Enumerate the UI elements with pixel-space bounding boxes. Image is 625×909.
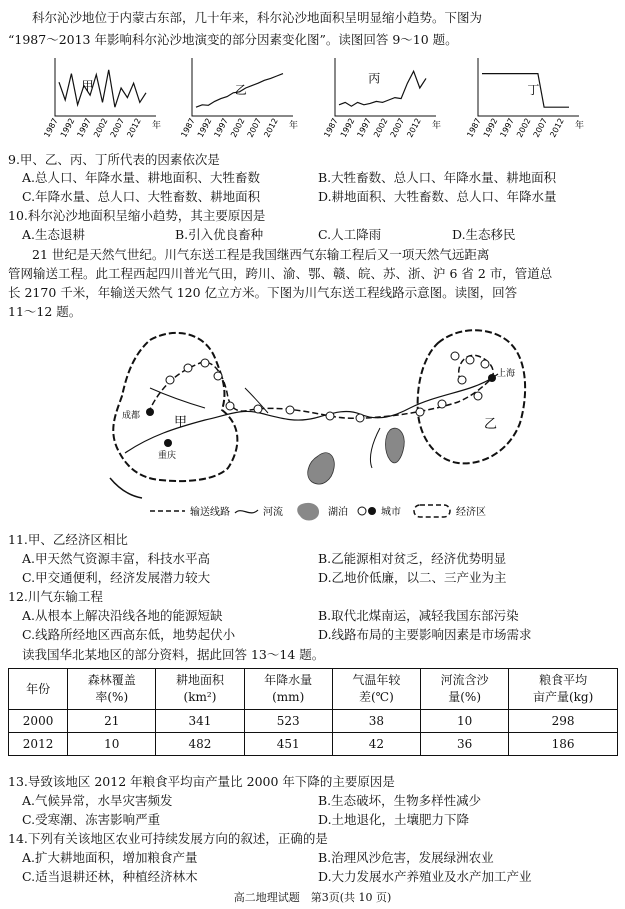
q14-option-d[interactable]: D.大力发展水产养殖业及水产加工产业 xyxy=(318,869,532,884)
q14-stem: 14.下列有关该地区农业可持续发展方向的叙述，正确的是 xyxy=(8,831,328,846)
mini-chart-year-tick: 2007 xyxy=(108,116,127,139)
city-marker xyxy=(481,360,489,368)
regional-data-table xyxy=(8,668,618,756)
pipeline-route xyxy=(148,355,493,418)
q10-option-c[interactable]: C.人工降雨 xyxy=(318,227,382,242)
pipeline-cities xyxy=(146,352,496,447)
passage2-line-2: 管网输送工程。此工程西起四川普光气田，跨川、渝、鄂、赣、皖、苏、浙、沪 6 省 2 市，管道总 xyxy=(8,266,553,281)
q13-option-d[interactable]: D.土地退化，土壤肥力下降 xyxy=(318,812,470,827)
mini-chart-year-unit: 年 xyxy=(575,121,585,131)
map-label-chongqing: 重庆 xyxy=(158,451,177,461)
mini-chart-label: 乙 xyxy=(234,82,247,97)
table-cell: 2000 xyxy=(9,710,68,733)
mini-chart-year-tick: 1997 xyxy=(355,116,373,139)
mini-chart-year-tick: 2002 xyxy=(92,116,110,139)
city-marker xyxy=(254,405,262,413)
legend-lake-label: 湖泊 xyxy=(328,507,348,518)
city-marker xyxy=(184,364,192,372)
header-farmland: 耕地面积 (km²) xyxy=(156,669,244,710)
city-marker xyxy=(214,372,222,380)
map-legend xyxy=(150,503,486,521)
city-marker xyxy=(466,356,474,364)
header-forest: 森林覆盖 率(%) xyxy=(68,669,156,710)
passage2-line-3: 长 2170 千米，年输送天然气 120 亿立方米。下图为川气东送工程线路示意图。读图，回答 xyxy=(8,285,518,300)
q10-option-b[interactable]: B.引入优良畜种 xyxy=(175,227,264,242)
mini-chart-line xyxy=(482,74,569,108)
mini-chart-line xyxy=(339,71,426,106)
mini-chart-year-tick: 1987 xyxy=(42,116,60,139)
mini-chart-year-tick: 1987 xyxy=(322,116,340,139)
mini-chart-year-tick: 1987 xyxy=(179,116,197,139)
city-marker xyxy=(458,376,466,384)
mini-chart-4 xyxy=(465,58,584,139)
legend-zone-label: 经济区 xyxy=(456,507,486,518)
q9-stem: 9.甲、乙、丙、丁所代表的因素依次是 xyxy=(8,152,220,167)
mini-chart-3 xyxy=(322,58,441,139)
mini-chart-year-tick: 1997 xyxy=(498,116,516,139)
mini-chart-year-tick: 2002 xyxy=(372,116,390,139)
mini-chart-year-tick: 2007 xyxy=(388,116,407,139)
mini-chart-year-tick: 1997 xyxy=(212,116,230,139)
mini-chart-year-unit: 年 xyxy=(152,121,162,131)
table-cell: 10 xyxy=(421,710,509,733)
pipeline-route-map xyxy=(0,318,625,528)
intro-line-2: “1987～2013 年影响科尔沁沙地演变的部分因素变化图”。读图回答 9～10 题。 xyxy=(8,32,458,47)
table-cell: 38 xyxy=(332,710,420,733)
q10-option-d[interactable]: D.生态移民 xyxy=(452,227,516,242)
q9-option-b[interactable]: B.大牲畜数、总人口、年降水量、耕地面积 xyxy=(318,170,557,185)
river-yangtze xyxy=(125,374,498,453)
table-cell: 482 xyxy=(156,733,244,756)
q11-option-b[interactable]: B.乙能源相对贫乏，经济优势明显 xyxy=(318,551,507,566)
mini-chart-year-tick: 1992 xyxy=(58,116,77,139)
city-marker xyxy=(166,376,174,384)
table-cell: 341 xyxy=(156,710,244,733)
passage2-line-4: 11～12 题。 xyxy=(8,304,82,319)
city-marker xyxy=(226,402,234,410)
mini-chart-year-tick: 2002 xyxy=(229,116,247,139)
table-cell: 298 xyxy=(509,710,618,733)
table-cell: 523 xyxy=(244,710,332,733)
q13-option-c[interactable]: C.受寒潮、冻害影响严重 xyxy=(22,812,161,827)
lake-dongting xyxy=(308,453,335,484)
legend-pipeline-label: 输送线路 xyxy=(190,507,230,518)
table-row xyxy=(9,710,618,733)
header-year: 年份 xyxy=(9,669,68,710)
mini-chart-year-tick: 2007 xyxy=(245,116,264,139)
legend-city-filled xyxy=(368,507,376,515)
city-major xyxy=(488,374,496,382)
legend-river-label: 河流 xyxy=(263,507,283,518)
q11-option-c[interactable]: C.甲交通便利，经济发展潜力较大 xyxy=(22,570,211,585)
map-label-chengdu: 成都 xyxy=(122,411,141,421)
mini-chart-year-tick: 1992 xyxy=(195,116,214,139)
legend-lake-symbol xyxy=(297,503,319,521)
mini-chart-label: 丁 xyxy=(527,82,540,97)
page-footer: 高二地理试题 第3页(共 10 页) xyxy=(233,891,392,904)
table-cell: 10 xyxy=(68,733,156,756)
table-cell: 36 xyxy=(421,733,509,756)
q13-option-b[interactable]: B.生态破坏，生物多样性减少 xyxy=(318,793,482,808)
map-label-shanghai: 上海 xyxy=(497,369,516,379)
mini-chart-2 xyxy=(179,58,298,139)
table-cell: 186 xyxy=(509,733,618,756)
mini-chart-year-tick: 2007 xyxy=(531,116,550,139)
legend-river-symbol xyxy=(235,510,258,513)
city-marker xyxy=(474,392,482,400)
city-marker xyxy=(286,406,294,414)
table-cell: 2012 xyxy=(9,733,68,756)
passage3: 读我国华北某地区的部分资料，据此回答 13～14 题。 xyxy=(22,647,325,662)
table-cell: 42 xyxy=(332,733,420,756)
mini-chart-year-tick: 2012 xyxy=(262,116,280,139)
city-marker xyxy=(438,400,446,408)
q10-option-a[interactable]: A.生态退耕 xyxy=(22,227,86,242)
q14-option-a[interactable]: A.扩大耕地面积，增加粮食产量 xyxy=(22,850,198,865)
table-cell: 451 xyxy=(244,733,332,756)
q10-stem: 10.科尔沁沙地面积呈缩小趋势，其主要原因是 xyxy=(8,208,266,223)
mini-chart-1 xyxy=(42,58,161,139)
q14-option-b[interactable]: B.治理风沙危害，发展绿洲农业 xyxy=(318,850,494,865)
mini-chart-year-unit: 年 xyxy=(432,121,442,131)
city-major xyxy=(164,439,172,447)
mini-chart-year-tick: 1992 xyxy=(338,116,357,139)
q11-option-a[interactable]: A.甲天然气资源丰富，科技水平高 xyxy=(22,551,211,566)
city-marker xyxy=(451,352,459,360)
mini-chart-label: 甲 xyxy=(81,78,94,93)
q12-option-d[interactable]: D.线路布局的主要影响因素是市场需求 xyxy=(318,627,532,642)
table-header-row xyxy=(9,669,618,710)
city-major xyxy=(146,408,154,416)
factor-change-charts xyxy=(0,52,625,150)
lake-poyang xyxy=(386,428,405,463)
mini-chart-label: 丙 xyxy=(368,71,381,86)
mini-chart-year-tick: 1987 xyxy=(465,116,483,139)
q9-option-c[interactable]: C.年降水量、总人口、大牲畜数、耕地面积 xyxy=(22,189,261,204)
q9-option-d[interactable]: D.耕地面积、大牲畜数、总人口、年降水量 xyxy=(318,189,557,204)
q9-option-a[interactable]: A.总人口、年降水量、耕地面积、大牲畜数 xyxy=(22,170,261,185)
mini-chart-year-tick: 1997 xyxy=(75,116,93,139)
mini-chart-year-tick: 1992 xyxy=(481,116,500,139)
q13-option-a[interactable]: A.气候异常，水旱灾害频发 xyxy=(22,793,173,808)
mini-chart-year-tick: 2002 xyxy=(515,116,533,139)
map-label-yi: 乙 xyxy=(484,417,498,432)
q11-stem: 11.甲、乙经济区相比 xyxy=(8,532,128,547)
mini-chart-year-tick: 2012 xyxy=(125,116,143,139)
q12-option-b[interactable]: B.取代北煤南运，减轻我国东部污染 xyxy=(318,608,519,623)
q14-option-c[interactable]: C.适当退耕还林，种植经济林木 xyxy=(22,869,198,884)
river-upper xyxy=(110,478,142,498)
mini-chart-year-tick: 2012 xyxy=(548,116,566,139)
table-cell: 21 xyxy=(68,710,156,733)
mini-chart-line xyxy=(59,70,146,107)
map-label-jia: 甲 xyxy=(174,415,188,430)
table-row xyxy=(9,733,618,756)
mini-chart-year-tick: 2012 xyxy=(405,116,423,139)
q12-option-a[interactable]: A.从根本上解决沿线各地的能源短缺 xyxy=(22,608,223,623)
header-grain-yield: 粮食平均 亩产量(kg) xyxy=(509,669,618,710)
intro-line-1: 科尔沁沙地位于内蒙古东部，几十年来，科尔沁沙地面积呈明显缩小趋势。下图为 xyxy=(32,10,483,25)
city-marker xyxy=(201,359,209,367)
header-sediment: 河流含沙 量(%) xyxy=(421,669,509,710)
q13-stem: 13.导致该地区 2012 年粮食平均亩产量比 2000 年下降的主要原因是 xyxy=(8,774,395,789)
header-precip: 年降水量 (mm) xyxy=(244,669,332,710)
city-marker xyxy=(326,412,334,420)
header-temp-range: 气温年较 差(℃) xyxy=(332,669,420,710)
city-marker xyxy=(356,414,364,422)
q12-stem: 12.川气东输工程 xyxy=(8,589,103,604)
q12-option-c[interactable]: C.线路所经地区西高东低，地势起伏小 xyxy=(22,627,236,642)
legend-city-open xyxy=(358,507,366,515)
mini-chart-year-unit: 年 xyxy=(289,121,299,131)
economic-zone-yi xyxy=(418,330,525,463)
passage2-line-1: 21 世纪是天然气世纪。川气东送工程是我国继西气东输工程后又一项天然气远距离 xyxy=(32,247,490,262)
legend-zone-symbol xyxy=(414,505,450,517)
city-marker xyxy=(416,408,424,416)
q11-option-d[interactable]: D.乙地价低廉，以二、三产业为主 xyxy=(318,570,507,585)
legend-city-label: 城市 xyxy=(381,507,401,518)
